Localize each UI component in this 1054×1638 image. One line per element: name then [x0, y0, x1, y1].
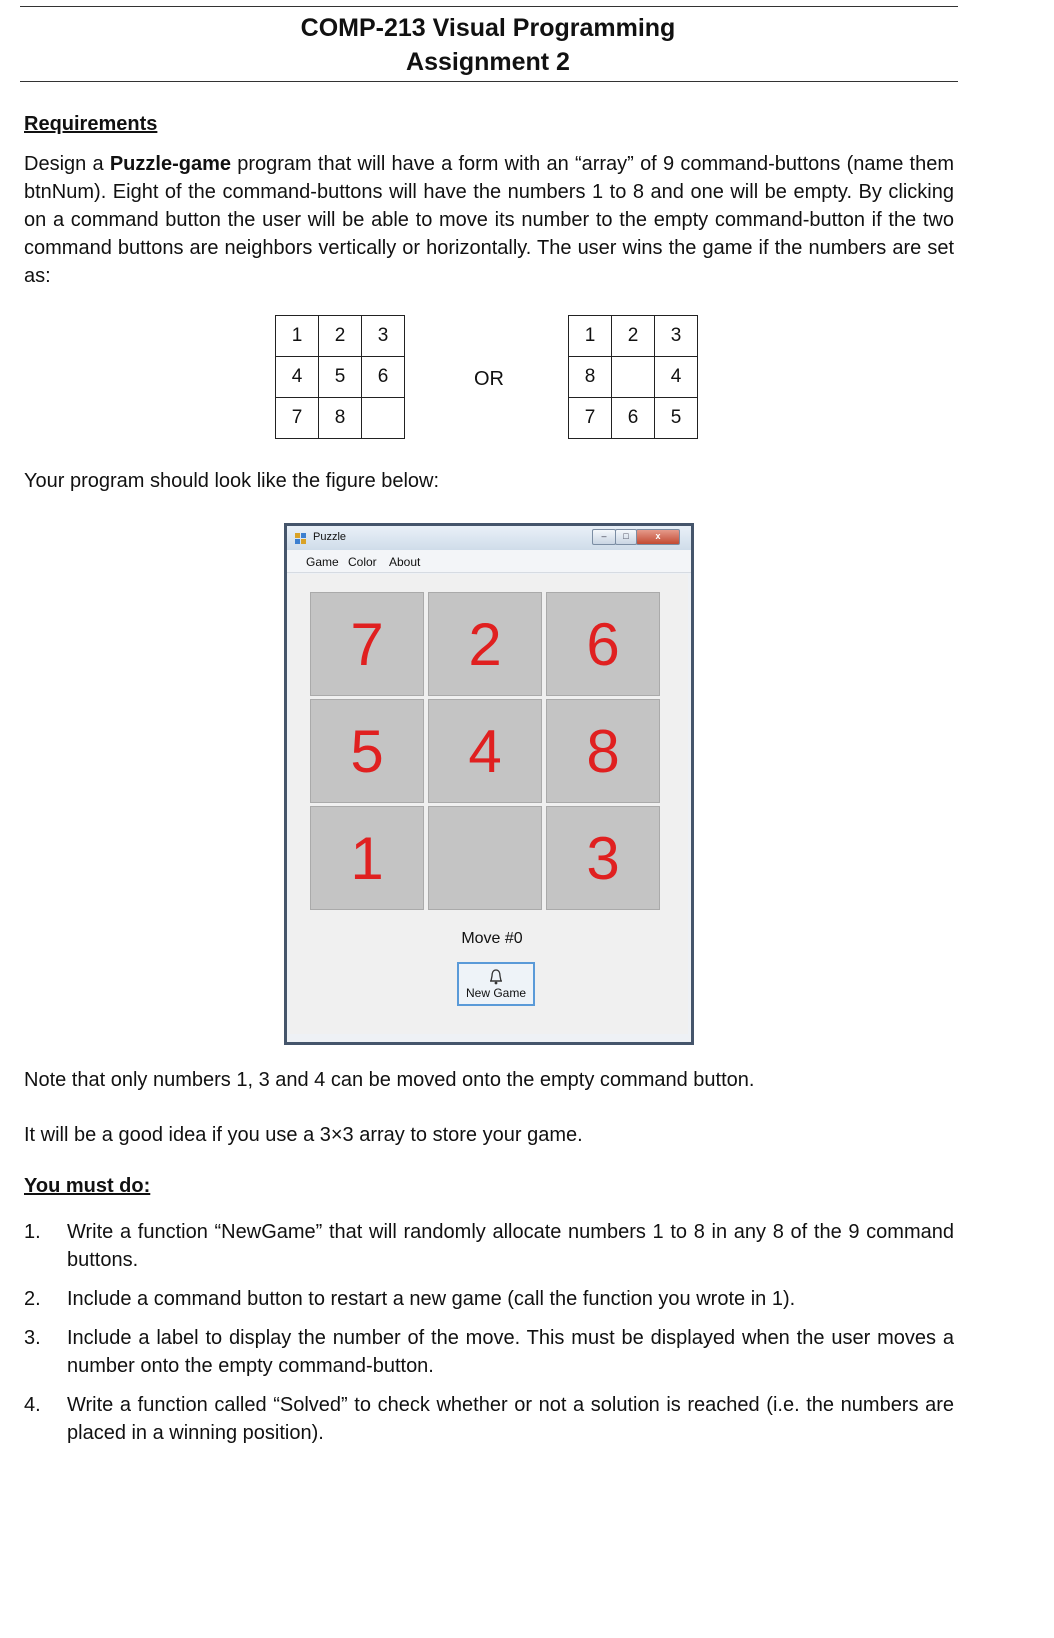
move-counter-label: Move #0 — [461, 930, 523, 947]
grid-cell: 3 — [362, 316, 405, 357]
list-item — [24, 1391, 954, 1447]
grid-cell — [612, 357, 655, 398]
list-item — [24, 1285, 954, 1313]
item-number: 1. — [24, 1221, 41, 1243]
new-game-label: New Game — [465, 986, 527, 1000]
app-icon — [295, 533, 307, 544]
grid-row — [569, 316, 698, 357]
menu-game[interactable]: Game — [306, 555, 339, 569]
grid-cell: 8 — [569, 357, 612, 398]
item-text: Include a command button to restart a new game (call the function you wrote in 1). — [67, 1288, 796, 1310]
grid-cell: 5 — [655, 398, 698, 439]
bell-icon — [487, 968, 505, 986]
grid-cell: 7 — [276, 398, 319, 439]
requirements-paragraph — [24, 150, 954, 290]
puzzle-tile[interactable]: 3 — [546, 806, 660, 910]
or-label: OR — [474, 368, 504, 390]
puzzle-window — [284, 523, 694, 1045]
solution-grid-a — [275, 315, 405, 439]
grid-cell: 2 — [319, 316, 362, 357]
task-list — [24, 1218, 954, 1458]
grid-cell: 5 — [319, 357, 362, 398]
window-title: Puzzle — [313, 531, 347, 543]
grid-cell: 6 — [612, 398, 655, 439]
puzzle-tile[interactable]: 5 — [310, 699, 424, 803]
note-array-hint: It will be a good idea if you use a 3×3 array to store your game. — [24, 1124, 583, 1146]
grid-cell: 8 — [319, 398, 362, 439]
grid-cell: 1 — [569, 316, 612, 357]
item-number: 4. — [24, 1394, 41, 1416]
grid-cell: 4 — [655, 357, 698, 398]
grid-row — [276, 398, 405, 439]
intro-text-start: Design a — [24, 153, 110, 175]
grid-row — [569, 357, 698, 398]
requirements-heading: Requirements — [24, 113, 158, 135]
item-text: Write a function called “Solved” to check whether or not a solution is reached (i.e. the numbers are placed in a winning position). — [67, 1394, 954, 1444]
menu-about[interactable]: About — [389, 555, 421, 569]
item-text: Include a label to display the number of the move. This must be displayed when the user moves a number onto the empty command-button. — [67, 1327, 954, 1377]
puzzle-tile[interactable]: 2 — [428, 592, 542, 696]
close-button[interactable]: x — [636, 529, 680, 545]
header-bottom-rule — [20, 81, 958, 82]
window-titlebar — [287, 526, 691, 550]
grid-row — [276, 316, 405, 357]
list-item — [24, 1218, 954, 1274]
new-game-button[interactable] — [457, 962, 535, 1006]
menu-color[interactable]: Color — [348, 555, 377, 569]
grid-cell: 6 — [362, 357, 405, 398]
document-subtitle: Assignment 2 — [406, 48, 570, 76]
list-item — [24, 1324, 954, 1380]
note-movable-numbers: Note that only numbers 1, 3 and 4 can be moved onto the empty command button. — [24, 1069, 755, 1091]
grid-cell: 1 — [276, 316, 319, 357]
document-title: COMP-213 Visual Programming — [300, 14, 676, 42]
grid-cell — [362, 398, 405, 439]
intro-text-rest: program that will have a form with an “array” of 9 command-buttons (name them btnNum). Eight of the command-buttons will have the numbers 1 to 8 and one will be empty. By clicking on a command button the user will be able to move its number to the empty command-button if the two command buttons are neighbors vertically or horizontally. The user wins the game if the numbers are set as: — [24, 153, 955, 287]
maximize-button[interactable]: □ — [615, 529, 637, 545]
puzzle-tile[interactable]: 4 — [428, 699, 542, 803]
top-rule — [20, 6, 958, 7]
figure-intro: Your program should look like the figure below: — [24, 470, 440, 492]
must-do-heading: You must do: — [24, 1175, 151, 1197]
grid-cell: 7 — [569, 398, 612, 439]
grid-cell: 4 — [276, 357, 319, 398]
puzzle-tile[interactable]: 8 — [546, 699, 660, 803]
solution-grid-b — [568, 315, 698, 439]
item-number: 3. — [24, 1327, 41, 1349]
puzzle-tile-empty[interactable] — [428, 806, 542, 910]
grid-cell: 3 — [655, 316, 698, 357]
window-client-area — [290, 574, 688, 1034]
puzzle-tile[interactable]: 1 — [310, 806, 424, 910]
puzzle-game-term: Puzzle-game — [109, 153, 231, 175]
grid-cell: 2 — [612, 316, 655, 357]
item-text: Write a function “NewGame” that will randomly allocate numbers 1 to 8 in any 8 of the 9 command buttons. — [67, 1221, 954, 1271]
minimize-button[interactable]: – — [592, 529, 616, 545]
grid-row — [569, 398, 698, 439]
grid-row — [276, 357, 405, 398]
menu-bar — [287, 550, 691, 573]
puzzle-tile[interactable]: 6 — [546, 592, 660, 696]
puzzle-tile[interactable]: 7 — [310, 592, 424, 696]
item-number: 2. — [24, 1288, 41, 1310]
